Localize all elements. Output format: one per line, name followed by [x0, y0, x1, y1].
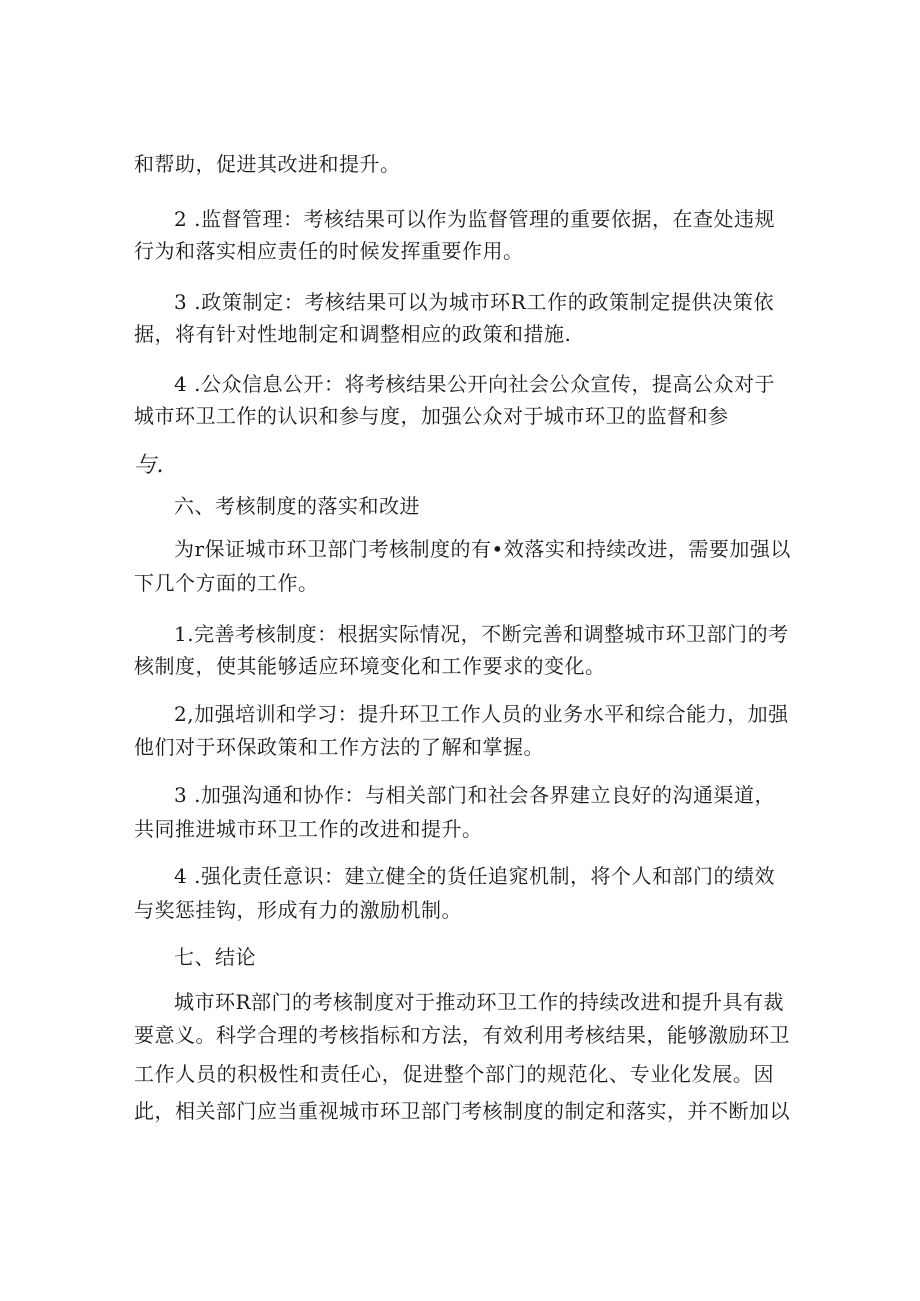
paragraph-line: 2 .监督管理：考核结果可以作为监督管理的重要依据，在查处违规: [174, 207, 775, 231]
paragraph-line: 2,加强培训和学习：提升环卫工作人员的业务水平和综合能力，加强: [174, 702, 789, 726]
paragraph-line: 工作人员的积极性和责任心，促进整个部门的规范化、专业化发展。因: [134, 1062, 774, 1086]
paragraph-line: 核制度，使其能够适应环境变化和工作要求的变化。: [134, 654, 606, 678]
paragraph-line: 行为和落实相应责任的时候发挥重要作用。: [134, 239, 524, 263]
paragraph-line: 与奖惩挂钩，形成有力的激励机制。: [134, 898, 462, 922]
paragraph-line: 与.: [134, 453, 164, 478]
paragraph-line: 共同推进城市环卫工作的改进和提升。: [134, 817, 483, 841]
section-heading: 七、结论: [174, 945, 256, 969]
paragraph-line: 3 .加强沟通和协作：与相关部门和社会各界建立良好的沟通渠道，: [174, 783, 775, 807]
paragraph-line: 4 .公众信息公开：将考核结果公开向社会公众宣传，提高公众对于: [174, 372, 775, 396]
paragraph-line: 3 .政策制定：考核结果可以为城市环R工作的政策制定提供决策依: [174, 290, 774, 314]
paragraph-line: 下几个方面的工作。: [134, 571, 319, 595]
section-heading: 六、考核制度的落实和改进: [174, 494, 420, 518]
paragraph-line: 4 .强化责任意识：建立健全的货任追窕机制，将个人和部门的绩效: [174, 864, 775, 888]
paragraph-line: 要意义。科学合理的考核指标和方法，有效利用考核结果，能够激励环卫: [134, 1023, 790, 1047]
paragraph-line: 此，相关部门应当重视城市环卫部门考核制度的制定和落实，并不断加以: [134, 1099, 790, 1123]
paragraph-line: 和帮助，促进其改进和提升。: [134, 152, 401, 176]
paragraph-line: 城市环R部门的考核制度对于推动环卫工作的持续改进和提升具有裁: [174, 990, 785, 1014]
paragraph-line: 城市环卫工作的认识和参与度，加强公众对于城市环卫的监督和参: [134, 404, 729, 428]
paragraph-line: 为r保证城市环卫部门考核制度的有•效落实和持续改进，需要加强以: [174, 537, 791, 561]
paragraph-line: 据，将有针对性地制定和调整相应的政策和措施.: [134, 322, 572, 346]
paragraph-line: 他们对于环保政策和工作方法的了解和掌握。: [134, 735, 544, 759]
paragraph-line: 1.完善考核制度：根据实际情况，不断完善和调整城市环卫部门的考: [174, 622, 789, 646]
